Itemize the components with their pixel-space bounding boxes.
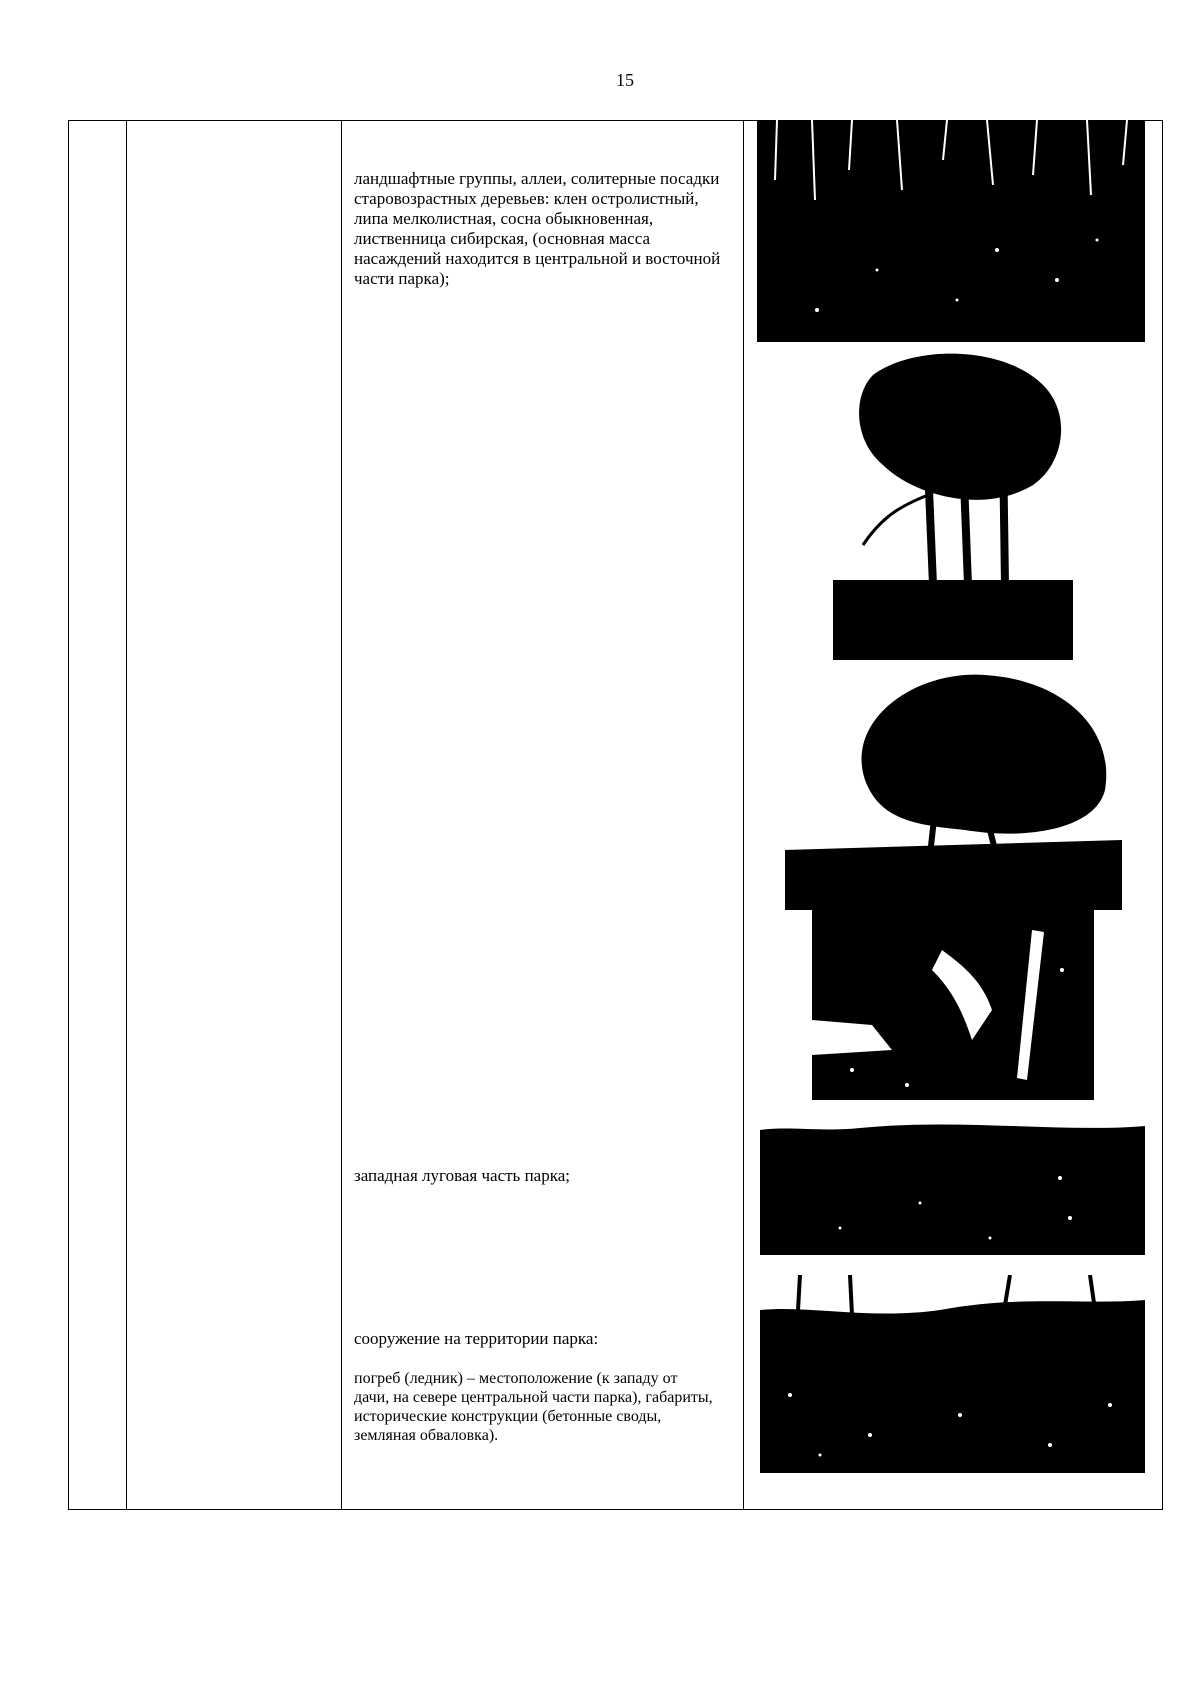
column-divider [341,121,342,1509]
photo-large-tree [785,660,1122,910]
photo-birch-trees [812,910,1094,1100]
column-divider [126,121,127,1509]
description-structure-heading: сооружение на территории парка: [354,1329,599,1348]
page-number: 15 [616,70,634,90]
description-landscape-groups: ландшафтные группы, аллеи, солитерные посадки старовозрастных деревьев: клен остролистный, липа мелколистная, сосна обыкновенная, лиственница сибирская, (основная масса насаждений находится в центральной и восточной части парка); [354,169,721,288]
photo-cellar [760,1275,1145,1473]
photo-pines [833,345,1073,660]
photo-meadow [760,1108,1145,1255]
column-divider [743,121,744,1509]
description-cellar: погреб (ледник) – местоположение (к западу от дачи, на севере центральной части парка), габариты, исторические конструкции (бетонные своды, земляная обваловка). [354,1370,713,1444]
photo-tree-trunks [757,120,1145,342]
description-meadow: западная луговая часть парка; [354,1166,570,1185]
